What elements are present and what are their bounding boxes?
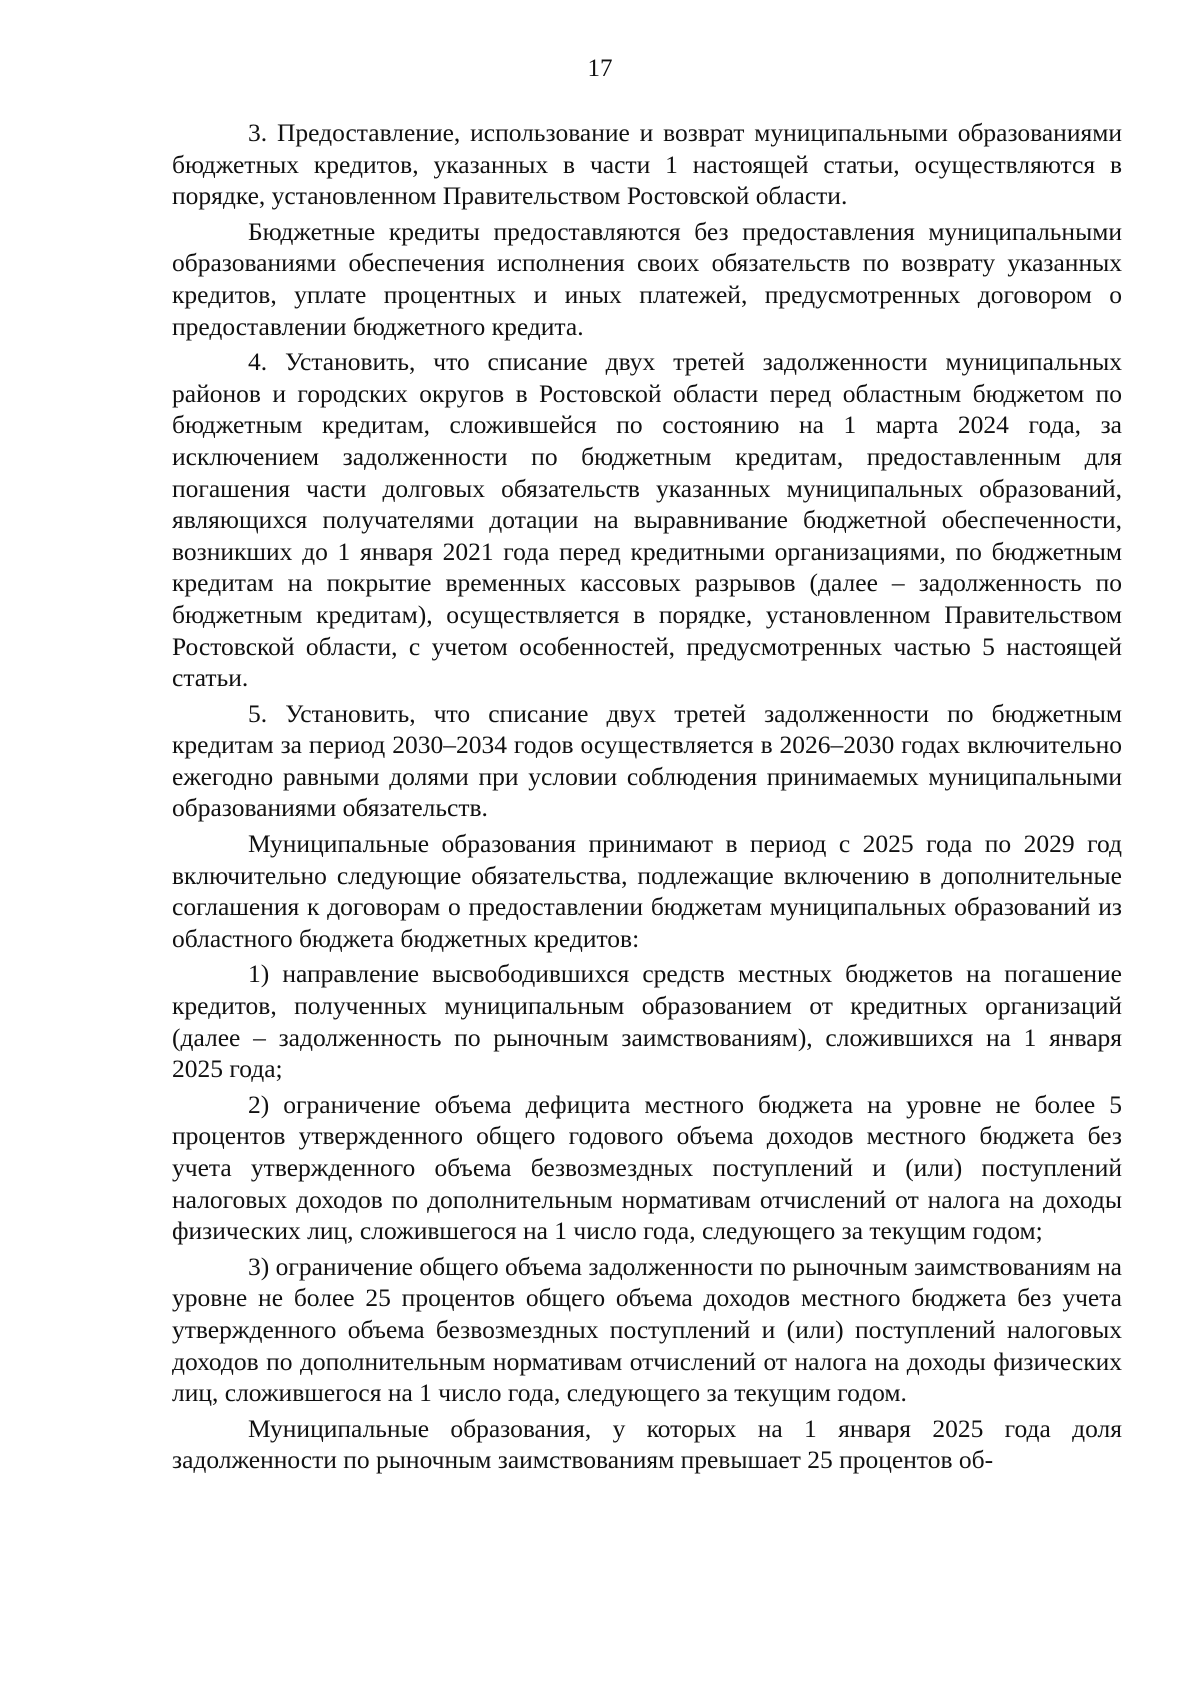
paragraph-5-write-off-period: 5. Установить, что списание двух третей задолженности по бюджетным кредитам за период 2030–2034 годов осуществляется в 2026–2030 годах включительно ежегодно равными долями при условии соблюдения принимаемых муниципальными образованиями обязательств. [172,698,1122,823]
paragraph-municipal-debt-share: Муниципальные образования, у которых на 1 января 2025 года доля задолженности по рыночным заимствованиям превышает 25 процентов об- [172,1413,1122,1475]
list-item-3-debt-limit: 3) ограничение общего объема задолженности по рыночным заимствованиям на уровне не более 25 процентов общего объема доходов местного бюджета без учета утвержденного объема безвозмездных поступлений и (или) поступлений налоговых доходов по дополнительным нормативам отчислений от налога на доходы физических лиц, сложившегося на 1 число года, следующего за текущим годом. [172,1251,1122,1408]
paragraph-3-provision: 3. Предоставление, использование и возврат муниципальными образованиями бюджетных кредитов, указанных в части 1 настоящей статьи, осуществляются в порядке, установленном Правительством Ростовской области. [172,118,1122,211]
page-number: 17 [587,55,613,82]
paragraph-municipal-obligations: Муниципальные образования принимают в период с 2025 года по 2029 год включительно следующие обязательства, подлежащие включению в дополнительные соглашения к договорам о предоставлении бюджетам муниципальных образований из областного бюджета бюджетных кредитов: [172,829,1122,953]
paragraph-budget-credits-guarantee: Бюджетные кредиты предоставляются без предоставления муниципальными образованиями обеспечения исполнения своих обязательств по возврату указанных кредитов, уплате процентных и иных платежей, предусмотренных договором о предоставлении бюджетного кредита. [172,216,1122,341]
list-item-1-funds-direction: 1) направление высвободившихся средств местных бюджетов на погашение кредитов, полученных муниципальным образованием от кредитных организаций (далее – задолженность по рыночным заимствованиям), сложившихся на 1 января 2025 года; [172,959,1122,1084]
list-item-2-deficit-limit: 2) ограничение объема дефицита местного бюджета на уровне не более 5 процентов утвержденного общего годового объема доходов местного бюджета без учета утвержденного объема безвозмездных поступлений и (или) поступлений налоговых доходов по дополнительным нормативам отчислений от налога на доходы физических лиц, сложившегося на 1 число года, следующего за текущим годом; [172,1089,1122,1246]
document-body [172,117,1122,1480]
paragraph-4-debt-write-off: 4. Установить, что списание двух третей задолженности муниципальных районов и городских округов в Ростовской области перед областным бюджетом по бюджетным кредитам, сложившейся по состоянию на 1 марта 2024 года, за исключением задолженности по бюджетным кредитам, предоставленным для погашения части долговых обязательств указанных муниципальных образований, являющихся получателями дотации на выравнивание бюджетной обеспеченности, возникших до 1 января 2021 года перед кредитными организациями, по бюджетным кредитам на покрытие временных кассовых разрывов (далее – задолженность по бюджетным кредитам), осуществляется в порядке, установленном Правительством Ростовской области, с учетом особенностей, предусмотренных частью 5 настоящей статьи. [172,347,1122,693]
